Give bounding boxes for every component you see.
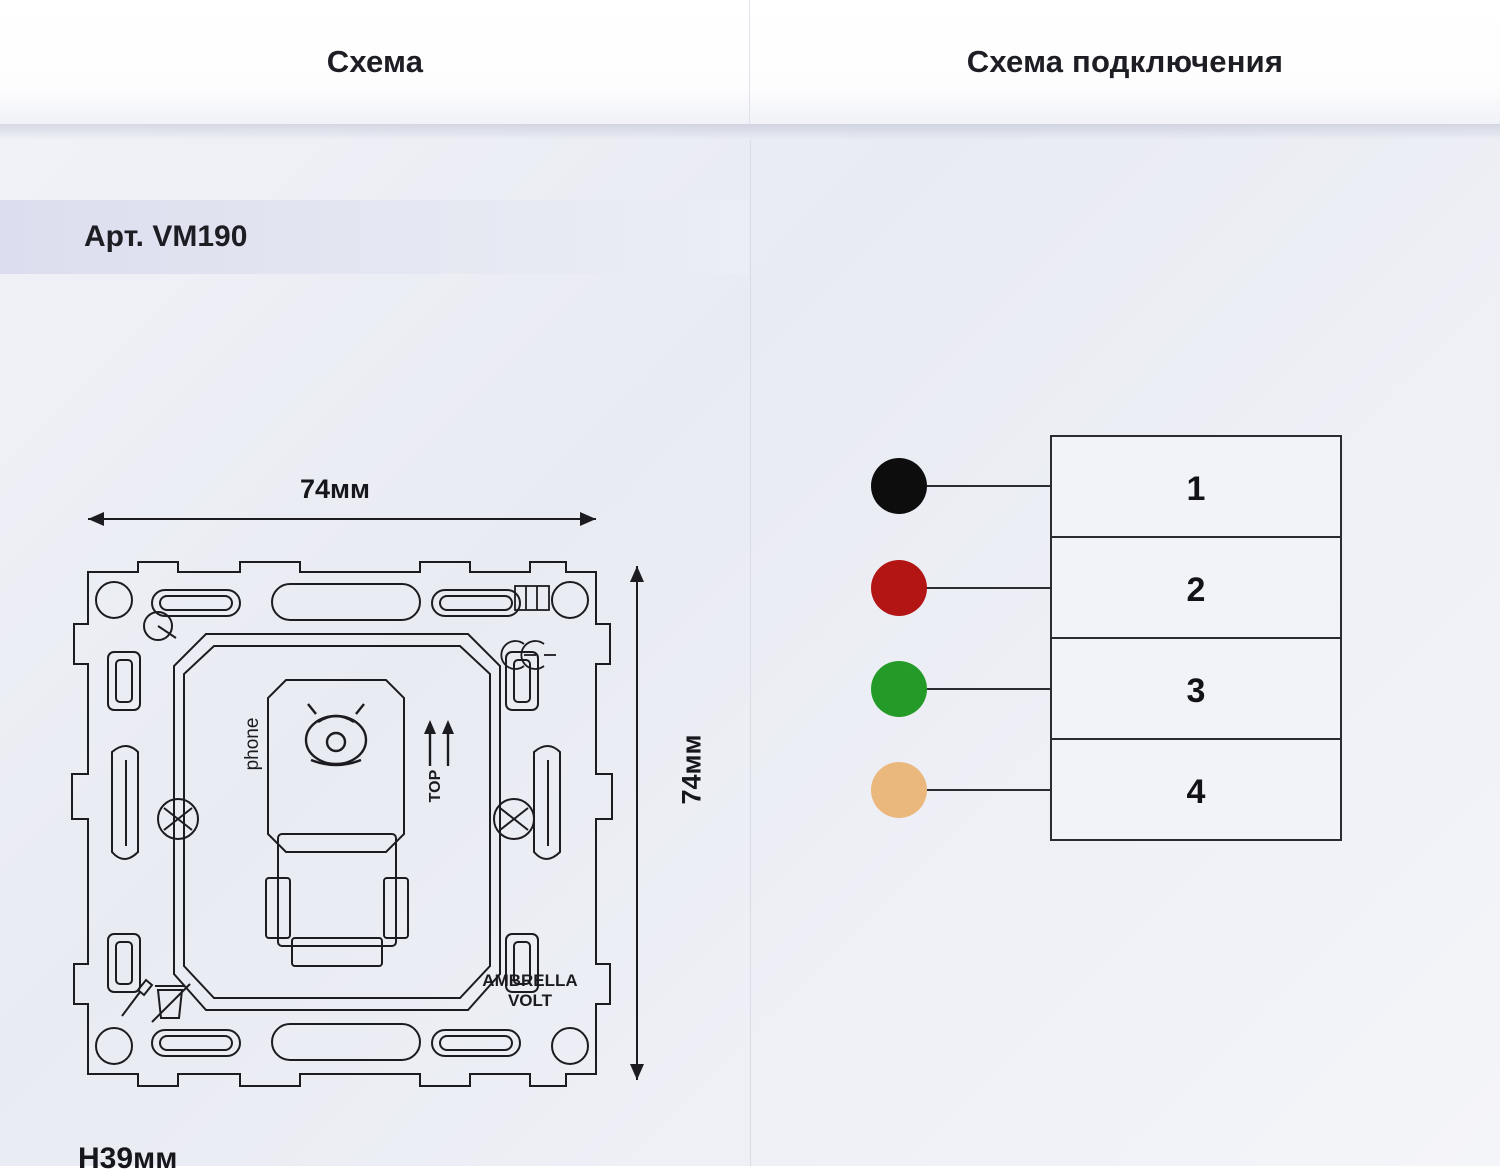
dimension-height-label: 74мм [676,734,707,805]
terminal-number-1: 1 [1186,470,1206,508]
article-label: Арт. VM190 [84,220,248,253]
page-title-right: Схема подключения [966,44,1284,79]
arrows-up-icon [424,720,454,766]
header-shadow [0,124,1500,140]
terminal-number-3: 3 [1186,672,1206,710]
header-cell-wiring [750,0,1500,124]
brand-line-1: AMBRELLA [482,971,578,990]
header-cell-schema [0,0,750,124]
telephone-icon [306,704,366,765]
label-phone: phone [242,717,263,771]
wiring-diagram [751,140,1500,1166]
body [0,140,1500,1175]
screwdriver-icon [122,980,152,1016]
wiring-svg [751,140,1500,1166]
frame-side-slots [108,652,538,992]
red-wire [871,560,927,616]
dimension-arrow-right [630,566,644,1080]
mechanism-svg [0,274,748,1166]
dimension-arrow-top [88,512,596,526]
dimension-depth-label: H39мм [78,1142,178,1175]
header [0,0,1500,124]
brand-line-2: VOLT [507,991,553,1010]
green-wire [871,661,927,717]
label-top: TOP [427,769,444,803]
black-wire [871,458,927,514]
frame-slot-group-top [152,584,520,620]
device-body [174,634,500,1010]
beige-wire [871,762,927,818]
article-band [0,200,748,274]
crossed-waste-bin-icon [152,984,190,1022]
dimension-width-label: 74мм [300,474,370,504]
screw-left [158,799,198,839]
terminal-number-2: 2 [1186,571,1206,609]
page-title-left: Схема [326,44,424,79]
socket-face [266,680,408,966]
device-drawing [0,274,748,1175]
terminal-number-4: 4 [1186,773,1206,811]
wire-lines [909,486,1051,790]
frame-slot-group-bottom [152,1024,520,1060]
